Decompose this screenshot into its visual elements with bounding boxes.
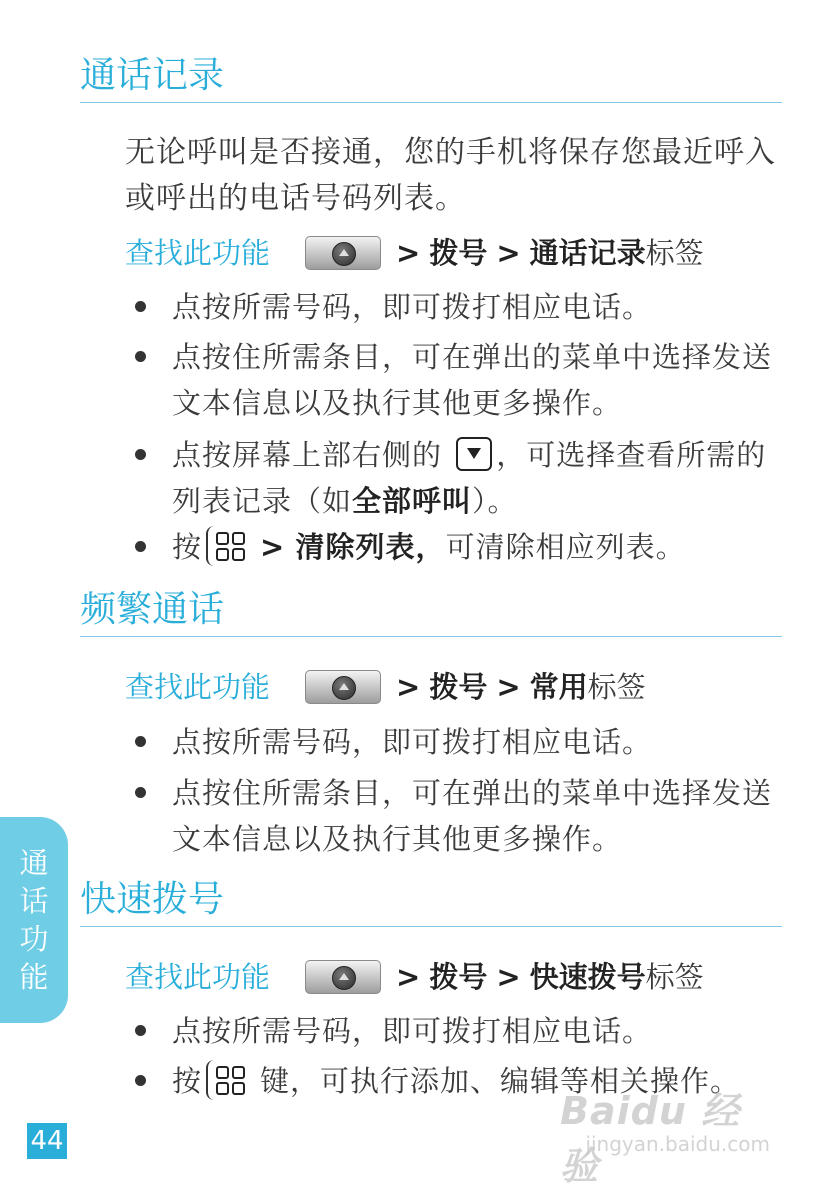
bullet-icon bbox=[135, 351, 146, 362]
watermark bbox=[560, 1080, 800, 1188]
bullet-text: ，可选择查看所需的列表记录（如 bbox=[172, 438, 767, 518]
bullet-icon bbox=[135, 541, 146, 552]
clear-list-label: 清除列表， bbox=[295, 530, 446, 564]
path-dialer: 拨号 bbox=[429, 670, 488, 704]
bullet-text: 点按住所需条目，可在弹出的菜单中选择发送文本信息以及执行其他更多操作。 bbox=[172, 340, 773, 420]
section-title-speed-dial: 快速拨号 bbox=[80, 878, 782, 927]
side-tab-char: 能 bbox=[19, 960, 49, 994]
path-favorites: 常用 bbox=[529, 670, 588, 704]
list-item bbox=[132, 1008, 784, 1054]
path-speed-dial: 快速拨号 bbox=[529, 960, 646, 994]
path-suffix: 标签 bbox=[645, 236, 704, 270]
find-feature-call-log bbox=[125, 233, 704, 273]
section-title-frequent: 频繁通话 bbox=[80, 588, 782, 637]
path-suffix: 标签 bbox=[587, 670, 646, 704]
find-feature-speed-dial bbox=[125, 957, 704, 997]
watermark-logo: Baidu 经验 bbox=[560, 1089, 741, 1188]
path-dialer: 拨号 bbox=[429, 236, 488, 270]
bullet-text: 键，可执行添加、编辑等相关操作。 bbox=[260, 1064, 741, 1098]
bullet-text: 点按所需号码，即可拨打相应电话。 bbox=[172, 725, 653, 759]
list-item bbox=[132, 719, 784, 765]
bullet-icon bbox=[135, 449, 146, 460]
bullet-text: ）。 bbox=[472, 484, 518, 518]
path-separator: > bbox=[396, 670, 421, 704]
list-item bbox=[132, 284, 784, 330]
list-item bbox=[132, 770, 784, 862]
bullet-icon bbox=[135, 1075, 146, 1086]
bullet-icon bbox=[135, 787, 146, 798]
path-separator: > bbox=[496, 236, 521, 270]
bullet-icon bbox=[135, 301, 146, 312]
section-title-call-log: 通话记录 bbox=[80, 54, 782, 103]
bullet-text: 可清除相应列表。 bbox=[445, 530, 686, 564]
side-tab-char: 话 bbox=[19, 884, 49, 918]
bullet-text: 按 bbox=[172, 1064, 203, 1098]
all-calls-label: 全部呼叫 bbox=[352, 484, 473, 518]
find-label: 查找此功能 bbox=[125, 236, 271, 270]
find-feature-frequent bbox=[125, 667, 646, 707]
bullet-text: 点按所需号码，即可拨打相应电话。 bbox=[172, 1014, 653, 1048]
list-item bbox=[132, 432, 784, 524]
path-separator: > bbox=[396, 236, 421, 270]
path-dialer: 拨号 bbox=[429, 960, 488, 994]
path-separator: > bbox=[496, 670, 521, 704]
path-suffix: 标签 bbox=[645, 960, 704, 994]
find-label: 查找此功能 bbox=[125, 670, 271, 704]
bullet-text: 点按住所需条目，可在弹出的菜单中选择发送文本信息以及执行其他更多操作。 bbox=[172, 776, 773, 856]
home-key-icon bbox=[305, 236, 381, 270]
bullet-icon bbox=[135, 736, 146, 747]
bullet-icon bbox=[135, 1025, 146, 1036]
bullet-text: 按 bbox=[172, 530, 203, 564]
path-separator: > bbox=[396, 960, 421, 994]
home-key-icon bbox=[305, 670, 381, 704]
list-item bbox=[132, 524, 784, 570]
page-number: 44 bbox=[27, 1123, 67, 1159]
list-item bbox=[132, 334, 784, 426]
menu-key-icon bbox=[206, 1060, 254, 1100]
path-call-log: 通话记录 bbox=[529, 236, 646, 270]
menu-key-icon bbox=[206, 526, 254, 566]
dropdown-arrow-icon bbox=[456, 437, 492, 471]
find-label: 查找此功能 bbox=[125, 960, 271, 994]
path-separator: > bbox=[496, 960, 521, 994]
call-log-intro: 无论呼叫是否接通，您的手机将保存您最近呼入或呼出的电话号码列表。 bbox=[125, 135, 776, 216]
chapter-side-tab bbox=[0, 817, 68, 1023]
bullet-text: 点按所需号码，即可拨打相应电话。 bbox=[172, 290, 653, 324]
side-tab-char: 通 bbox=[19, 846, 49, 880]
home-key-icon bbox=[305, 960, 381, 994]
side-tab-char: 功 bbox=[19, 922, 49, 956]
watermark-url: jingyan.baidu.com bbox=[585, 1132, 770, 1156]
bullet-text: 点按屏幕上部右侧的 bbox=[172, 438, 443, 472]
path-separator: > bbox=[260, 530, 286, 564]
